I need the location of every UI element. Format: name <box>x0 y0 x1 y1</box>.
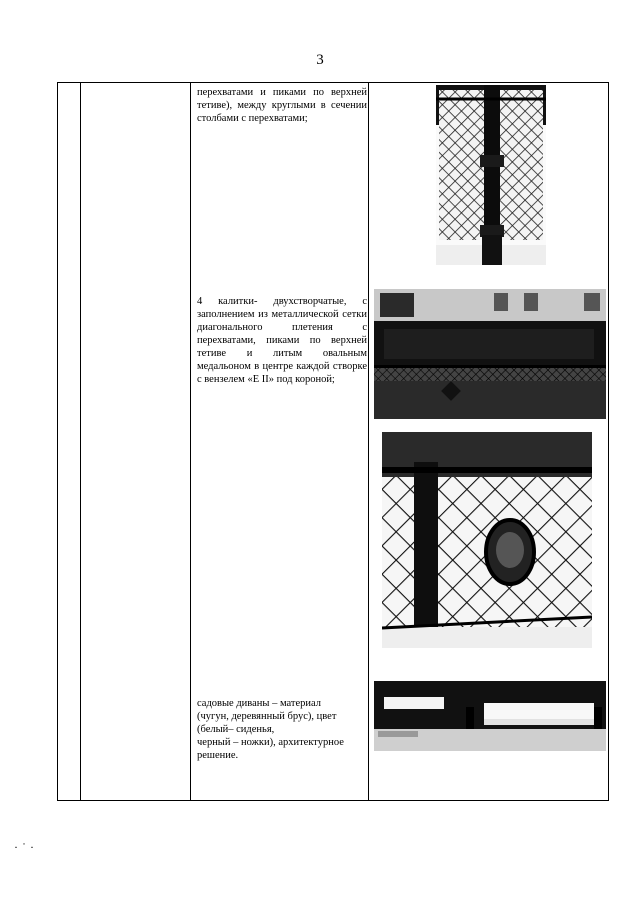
fence-description-text: перехватами и пиками по верхней тетиве), между круглыми в сечении столбами с перехватами; <box>197 87 367 124</box>
scan-artifact: ·˙· <box>14 840 38 854</box>
bench-line-5: решение. <box>197 750 239 761</box>
bench-line-1: садовые диваны – материал <box>197 698 322 709</box>
gate-medallion-photo <box>382 432 592 648</box>
bench-line-2: (чугун, деревянный брус), цвет <box>197 711 337 722</box>
page-number: 3 <box>316 52 324 68</box>
gate-description-text: 4 калитки- двухстворчатые, с заполнением из металлической сетки диагонального плетения с перехватами, пиками по верхней тетиве и литым овальным медальоном в центре каждой створке с вензелем «Е II» под короной; <box>197 296 367 385</box>
column-divider <box>190 83 191 800</box>
garden-bench-photo <box>374 681 606 751</box>
fence-post-photo <box>436 85 546 265</box>
bench-description-text <box>197 697 367 762</box>
column-divider <box>368 83 369 800</box>
heritage-table <box>57 82 609 801</box>
bench-line-3: (белый– сиденья, <box>197 724 275 735</box>
bench-line-4: черный – ножки), архитектурное <box>197 737 344 748</box>
gate-street-photo <box>374 289 606 419</box>
column-divider <box>80 83 81 800</box>
